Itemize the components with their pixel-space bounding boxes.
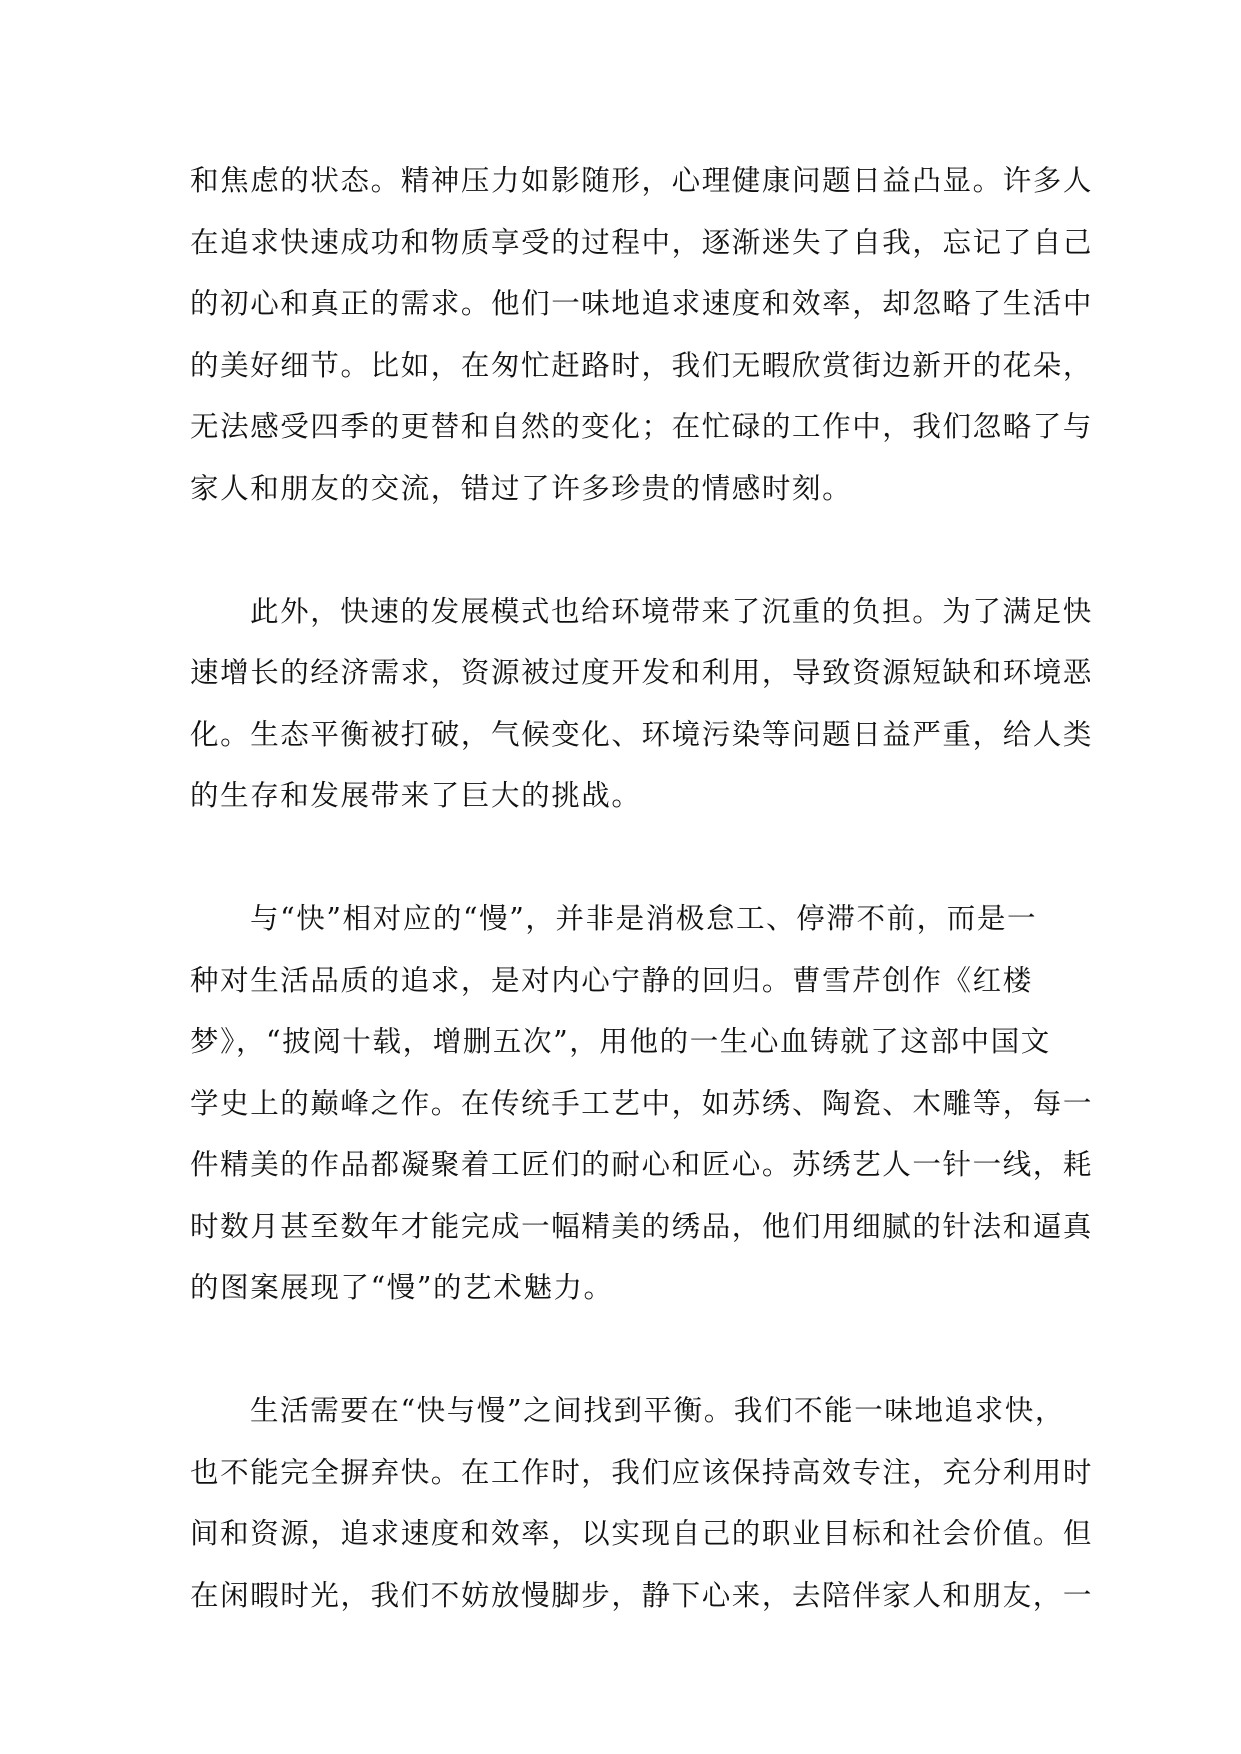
text-line: 此外，快速的发展模式也给环境带来了沉重的负担。为了满足快 [250,594,1093,628]
body-text [190,150,1094,1688]
text-line: 时数月甚至数年才能完成一幅精美的绣品，他们用细腻的针法和逼真 [190,1209,1094,1243]
text-line: 化。生态平衡被打破，气候变化、环境污染等问题日益严重，给人类 [190,717,1094,751]
text-line: 的生存和发展带来了巨大的挑战。 [190,779,642,812]
text-line: 家人和朋友的交流，错过了许多珍贵的情感时刻。 [190,471,853,505]
text-line: 的初心和真正的需求。他们一味地追求速度和效率，却忽略了生活中 [190,287,1094,320]
paragraph-4 [190,1380,1094,1626]
paragraph-2 [190,581,1094,827]
paragraph-1 [190,150,1094,519]
text-line: 速增长的经济需求，资源被过度开发和利用，导致资源短缺和环境恶 [190,656,1094,689]
text-line: 间和资源，追求速度和效率，以实现自己的职业目标和社会价值。但 [190,1517,1094,1550]
text-line: 的美好细节。比如，在匆忙赶路时，我们无暇欣赏街边新开的花朵， [190,348,1094,382]
text-line: 学史上的巅峰之作。在传统手工艺中，如苏绣、陶瓷、木雕等，每一 [190,1086,1094,1120]
text-line: 梦》，“披阅十载，增删五次”，用他的一生心血铸就了这部中国文 [190,1025,1051,1058]
text-line: 也不能完全摒弃快。在工作时，我们应该保持高效专注，充分利用时 [190,1455,1094,1489]
text-line: 在追求快速成功和物质享受的过程中，逐渐迷失了自我，忘记了自己 [190,225,1094,259]
text-line: 件精美的作品都凝聚着工匠们的耐心和匠心。苏绣艺人一针一线，耗 [190,1148,1094,1181]
text-line: 生活需要在“快与慢”之间找到平衡。我们不能一味地追求快， [250,1394,1065,1427]
paragraph-3 [190,888,1094,1319]
text-line: 和焦虑的状态。精神压力如影随形，心理健康问题日益凸显。许多人 [190,164,1094,197]
text-line: 与“快”相对应的“慢”，并非是消极怠工、停滞不前，而是一 [250,902,1038,935]
text-line: 的图案展现了“慢”的艺术魅力。 [190,1271,614,1304]
text-line: 无法感受四季的更替和自然的变化；在忙碌的工作中，我们忽略了与 [190,410,1094,443]
text-line: 在闲暇时光，我们不妨放慢脚步，静下心来，去陪伴家人和朋友，一 [190,1578,1094,1612]
text-line: 种对生活品质的追求，是对内心宁静的回归。曹雪芹创作《红楼 [190,963,1033,997]
